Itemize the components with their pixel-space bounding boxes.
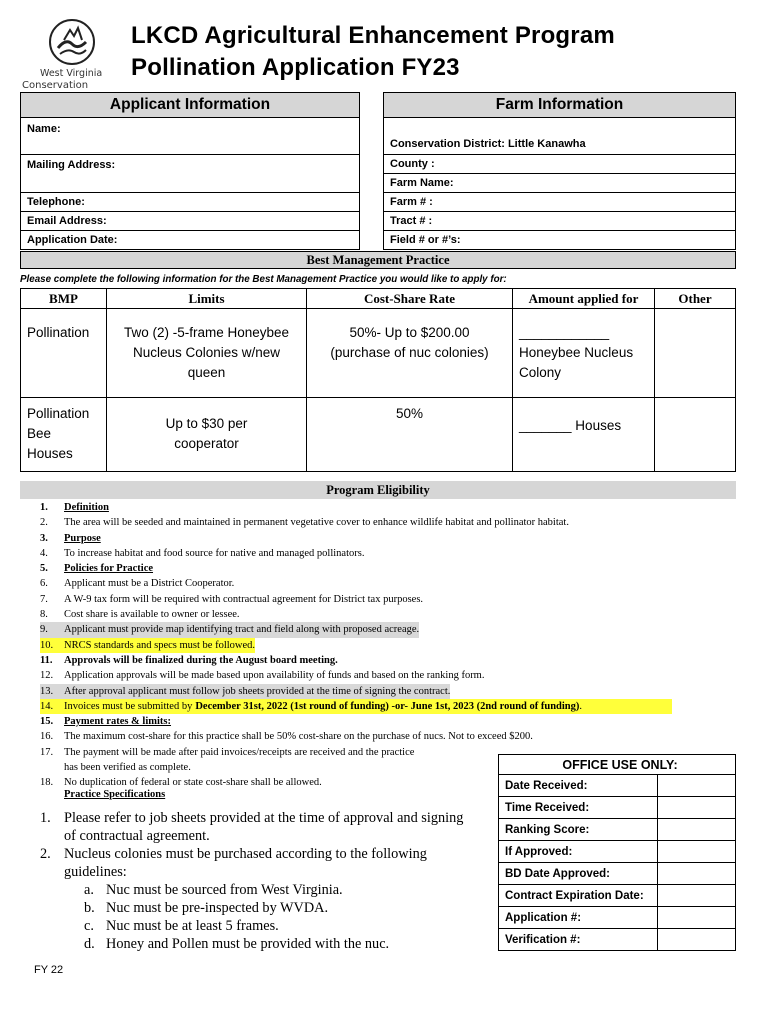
item-text: The payment will be made after paid invoices/receipts are received and the practice [64,746,415,758]
sub-item [40,917,500,935]
applicant-section [20,92,360,250]
sub-text: Nuc must be sourced from West Virginia. [106,882,343,898]
applicant-fields [20,118,360,250]
farm-fields [383,118,736,250]
item-text: NRCS standards and specs must be followed. [64,638,255,653]
item-number: 7. [40,593,48,605]
amount-blank[interactable]: ____________ [519,325,610,340]
item-number: 6. [40,578,48,590]
table-row [499,775,736,797]
item-number: 1. [40,502,48,513]
list-item [40,561,740,576]
page-title [131,20,615,84]
office-value[interactable] [658,797,736,819]
list-item-continued [40,827,500,845]
limits-cell [107,309,307,398]
item-number: 18. [40,777,54,789]
col-cost-share: Cost-Share Rate [307,289,513,309]
list-item [40,653,740,668]
title-line2: Pollination Application FY23 [131,54,460,81]
list-item [40,546,740,561]
item-text-b: December 31st, 2022 (1st round of funding) -or- June 1st, 2023 (2nd round of funding) [195,700,580,712]
list-item [40,684,740,699]
amount-cell[interactable] [513,309,655,398]
bmp-table-header [21,289,736,309]
item-number: 13. [40,684,64,699]
email-field[interactable]: Email Address: [21,212,359,231]
item-text: Approvals will be finalized during the August board meeting. [64,654,338,666]
list-item [40,845,500,863]
office-value[interactable] [658,885,736,907]
list-item [40,622,740,637]
list-item [40,638,740,653]
farm-section [383,92,736,250]
sub-item [40,899,500,917]
bmp-name: Pollination [27,325,90,340]
office-label: Application #: [499,907,658,929]
sub-letter: d. [84,936,95,952]
logo-text-line2: Conservation [22,80,89,91]
list-item [40,699,672,714]
office-use-box [498,754,736,951]
footer-fy: FY 22 [34,964,64,976]
office-use-header: OFFICE USE ONLY: [499,755,736,775]
sub-letter: b. [84,900,95,916]
amount-cell[interactable] [513,398,655,472]
wv-conservation-seal-icon [48,18,96,66]
rate-text-2: (purchase of nuc colonies) [330,345,489,360]
office-label: If Approved: [499,841,658,863]
item-text: Payment rates & limits: [64,716,172,728]
item-text: Applicant must provide map identifying tract and field along with proposed acreage. [64,622,419,637]
item-text: To increase habitat and food source for native and managed pollinators. [64,547,365,559]
limits-text: Up to $30 per cooperator [165,416,248,451]
sub-item [40,935,500,953]
table-row [499,885,736,907]
limits-cell [107,398,307,472]
office-label: Time Received: [499,797,658,819]
item-text: The maximum cost-share for this practice shall be 50% cost-share on the purchase of nucs. Not to exceed $200. [64,731,533,743]
sub-text: Nuc must be at least 5 frames. [106,918,279,934]
list-item [40,809,500,827]
name-field[interactable]: Name: [21,118,359,155]
item-text: has been verified as complete. [64,762,191,774]
table-row [499,841,736,863]
item-number: 17. [40,746,54,758]
item-number: 12. [40,670,54,682]
tract-number-field[interactable]: Tract # : [384,212,735,231]
table-row [21,309,736,398]
table-row [499,863,736,885]
rate-text-1: 50%- Up to $200.00 [349,325,470,340]
sub-item [40,881,500,899]
bmp-name-1: Pollination [27,406,90,421]
telephone-field[interactable]: Telephone: [21,193,359,212]
item-number: 2. [40,846,51,862]
rate-cell [307,309,513,398]
bmp-header: Best Management Practice [20,251,736,269]
conservation-district-field: Conservation District: Little Kanawha [384,118,735,155]
item-number: 10. [40,638,64,653]
item-text: Cost share is available to owner or lessee. [64,609,240,621]
item-text: Application approvals will be made based upon availability of funds and based on the ranking form. [64,670,485,682]
item-number: 11. [40,654,53,666]
other-cell[interactable] [655,398,736,472]
item-text: guidelines: [64,864,127,880]
rate-text-1: 50% [395,406,424,421]
bmp-table [20,288,736,472]
bmp-name-2: Bee Houses [27,426,73,461]
eligibility-header: Program Eligibility [20,481,736,499]
list-item [40,714,740,729]
practice-specs-list [40,809,500,953]
sub-letter: c. [84,918,94,934]
item-number: 5. [40,563,48,575]
list-item [40,592,740,607]
list-item [40,607,740,622]
office-value[interactable] [658,863,736,885]
county-field[interactable]: County : [384,155,735,174]
amount-unit: Honeybee Nucleus Colony [519,345,634,380]
office-label: Verification #: [499,929,658,951]
item-number: 1. [40,810,51,826]
item-text: Policies for Practice [64,563,154,575]
col-amount: Amount applied for [513,289,655,309]
office-value[interactable] [658,907,736,929]
col-bmp: BMP [21,289,107,309]
office-value[interactable] [658,775,736,797]
sub-text: Nuc must be pre-inspected by WVDA. [106,900,329,916]
item-number: 3. [40,532,48,544]
office-label: Contract Expiration Date: [499,885,658,907]
list-item [40,729,740,744]
office-label: Ranking Score: [499,819,658,841]
item-text: After approval applicant must follow job sheets provided at the time of signing the contract. [64,684,450,699]
item-text: Purpose [64,532,101,544]
list-item [40,531,740,546]
office-use-table [498,754,736,951]
sub-text: Honey and Pollen must be provided with the nuc. [106,936,390,952]
item-text: Definition [64,502,109,513]
bmp-instruction: Please complete the following information for the Best Management Practice you would like to apply for: [20,274,507,285]
office-label: Date Received: [499,775,658,797]
item-text: The area will be seeded and maintained in permanent vegetative cover to enhance wildlife habitat and pollinator habitat. [64,517,569,529]
col-other: Other [655,289,736,309]
logo-text-line1: West Virginia [40,68,103,79]
farm-name-field[interactable]: Farm Name: [384,174,735,193]
col-limits: Limits [107,289,307,309]
rate-cell [307,398,513,472]
office-label: BD Date Approved: [499,863,658,885]
office-value[interactable] [658,841,736,863]
item-text: No duplication of federal or state cost-share shall be allowed. [64,777,322,789]
item-number: 15. [40,716,54,728]
item-text: Please refer to job sheets provided at the time of approval and signing [64,810,464,826]
bmp-cell [21,398,107,472]
applicant-header: Applicant Information [20,92,360,118]
table-row [499,907,736,929]
item-text-a: Invoices must be submitted by [64,700,193,712]
list-item [40,515,740,530]
list-item [40,500,740,515]
item-number: 2. [40,517,48,529]
item-number: 4. [40,547,48,559]
item-number: 8. [40,609,48,621]
office-value[interactable] [658,819,736,841]
field-number-field[interactable]: Field # or #’s: [384,231,735,250]
conservation-agency-logo [22,18,122,92]
office-value[interactable] [658,929,736,951]
mailing-address-field[interactable]: Mailing Address: [21,155,359,193]
practice-specs-header: Practice Specifications [64,789,166,800]
other-cell[interactable] [655,309,736,398]
farm-number-field[interactable]: Farm # : [384,193,735,212]
item-text: Applicant must be a District Cooperator. [64,578,235,590]
eligibility-list [40,500,740,791]
title-line1: LKCD Agricultural Enhancement Program [131,22,615,49]
table-row [499,797,736,819]
item-text-c: . [579,700,583,712]
bmp-cell [21,309,107,398]
table-row [499,819,736,841]
item-text: Nucleus colonies must be purchased according to the following [64,846,427,862]
list-item [40,576,740,591]
farm-header: Farm Information [383,92,736,118]
amount-blank[interactable]: _______ Houses [519,418,622,433]
item-text: of contractual agreement. [64,828,210,844]
item-number: 16. [40,731,54,743]
table-row [21,398,736,472]
table-row [499,929,736,951]
sub-letter: a. [84,882,94,898]
list-item [40,668,740,683]
item-number: 14. [40,700,54,712]
item-text: A W-9 tax form will be required with contractual agreement for District tax purposes. [64,593,424,605]
limits-text: Two (2) -5-frame Honeybee Nucleus Colonies w/new queen [123,325,290,380]
item-number: 9. [40,622,64,637]
application-date-field[interactable]: Application Date: [21,231,359,250]
list-item-continued [40,863,500,881]
